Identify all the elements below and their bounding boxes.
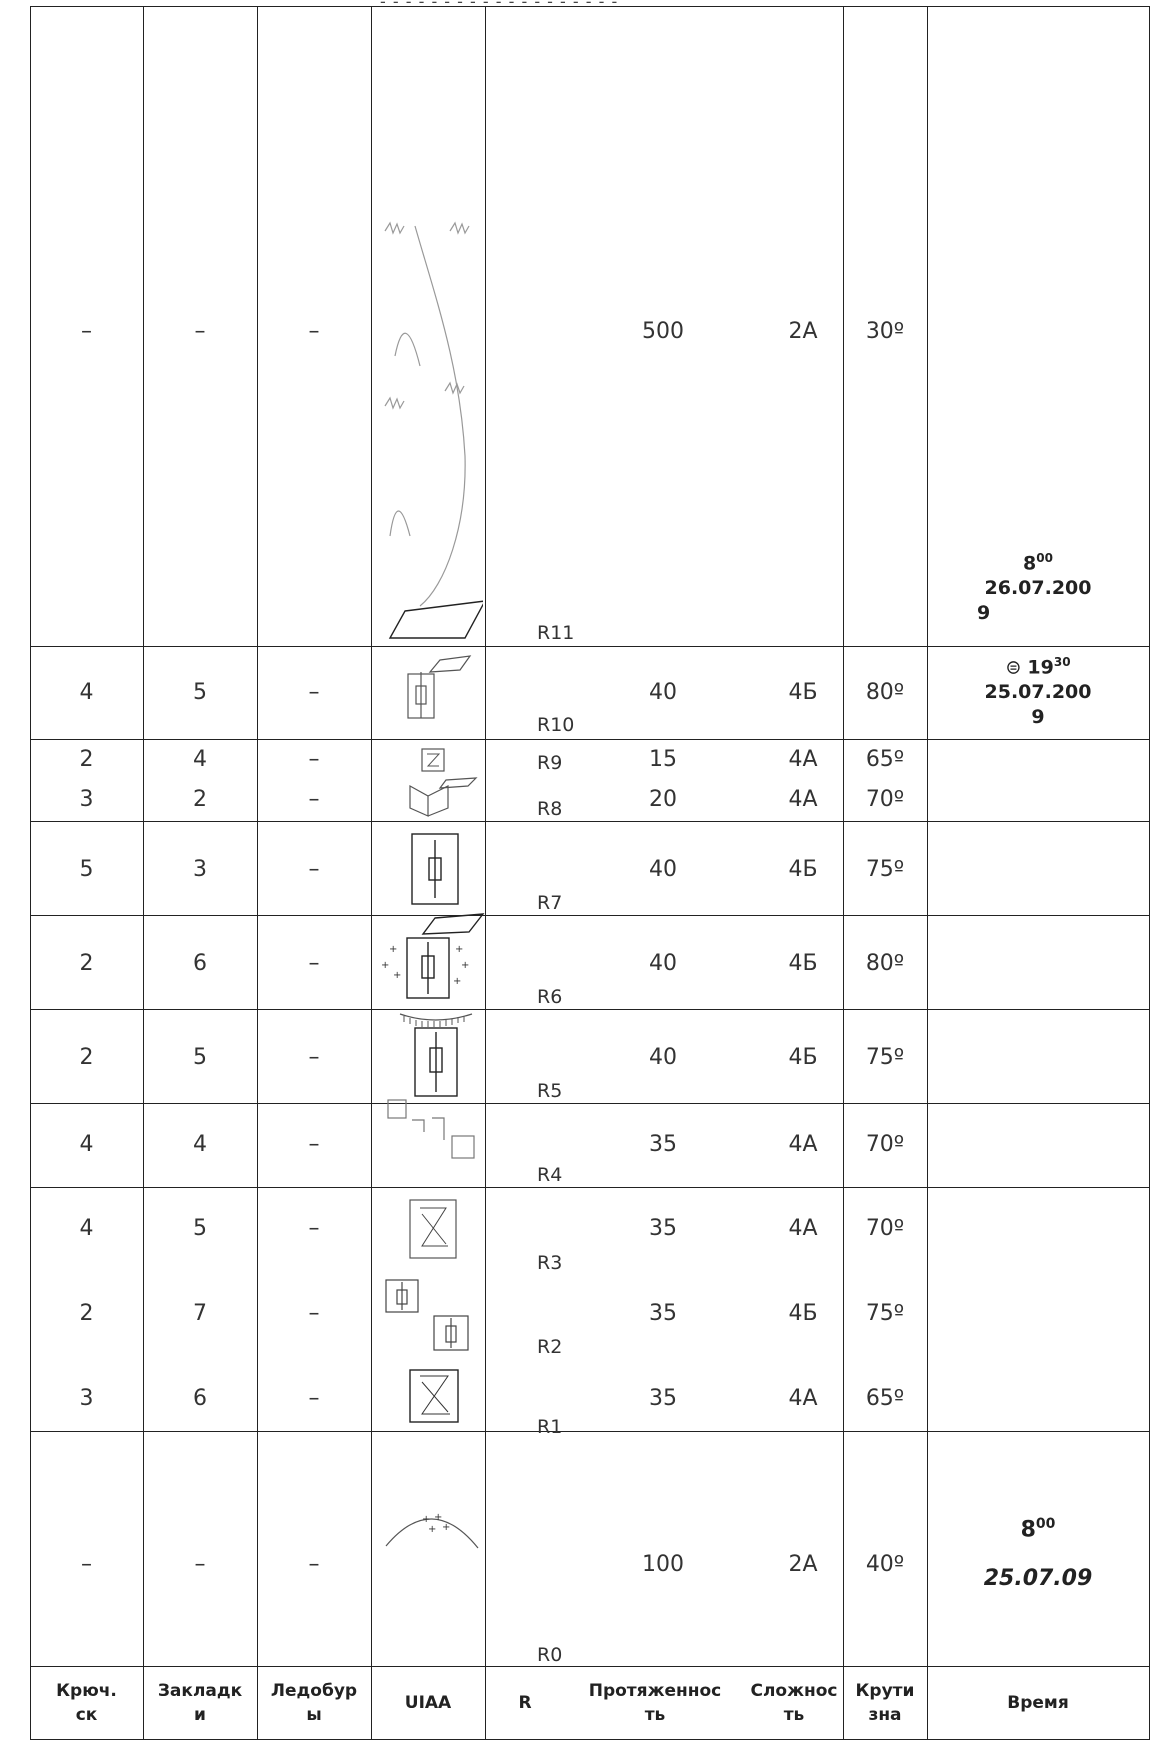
- cell-difficulty: 4Б: [788, 857, 818, 882]
- grid-line: [30, 1187, 1150, 1188]
- cell-hooks: 2: [79, 1301, 94, 1326]
- cell-icescrews: –: [308, 1132, 320, 1157]
- cell-steepness: 80º: [865, 951, 905, 976]
- route-table: [30, 6, 1150, 1740]
- cell-steepness: 70º: [865, 1132, 905, 1157]
- hourglass-wall-icon: [402, 1194, 466, 1264]
- svg-text:+: +: [422, 1514, 431, 1525]
- cell-length: 500: [642, 319, 684, 344]
- cell-length: 100: [642, 1552, 684, 1577]
- cell-hooks: 5: [79, 857, 94, 882]
- cell-length: 40: [649, 680, 677, 705]
- grid-line: [927, 6, 928, 1740]
- cell-r: R11: [537, 622, 575, 644]
- cell-r: R10: [537, 714, 575, 736]
- cell-r: R4: [537, 1164, 563, 1186]
- cell-hooks: –: [81, 319, 92, 344]
- cell-icescrews: –: [308, 1045, 320, 1070]
- cell-hooks: 3: [79, 787, 94, 812]
- cell-r: R6: [537, 986, 563, 1008]
- cell-bookmarks: 6: [193, 1386, 207, 1411]
- svg-text:+: +: [461, 960, 470, 971]
- cell-steepness: 65º: [865, 747, 905, 772]
- cell-hooks: 2: [79, 1045, 94, 1070]
- grid-line: [30, 646, 1150, 647]
- time-arrival: $8^{00}$ 26.07.200 9: [977, 551, 1092, 625]
- svg-text:+: +: [393, 970, 402, 981]
- grid-line: [30, 1431, 1150, 1432]
- cell-difficulty: 4Б: [788, 1045, 818, 1070]
- cell-r: R7: [537, 892, 563, 914]
- cell-length: 20: [649, 787, 677, 812]
- cell-bookmarks: 5: [193, 1216, 207, 1241]
- cell-bookmarks: –: [194, 319, 206, 344]
- cell-length: 35: [649, 1216, 677, 1241]
- header-steepness: Крути зна: [855, 1681, 915, 1725]
- cell-icescrews: –: [308, 787, 320, 812]
- grid-line: [30, 1103, 1150, 1104]
- cell-steepness: 40º: [865, 1552, 905, 1577]
- cell-icescrews: –: [308, 319, 320, 344]
- cell-bookmarks: 5: [193, 680, 207, 705]
- cell-r: R2: [537, 1336, 563, 1358]
- cell-hooks: –: [81, 1552, 92, 1577]
- header-hooks: Крюч. ск: [56, 1681, 117, 1725]
- cell-difficulty: 4Б: [788, 680, 818, 705]
- cell-hooks: 4: [79, 1216, 94, 1241]
- cell-difficulty: 4А: [788, 1132, 818, 1157]
- rock-corner-icon: [400, 652, 480, 732]
- cell-icescrews: –: [308, 1301, 320, 1326]
- cell-length: 40: [649, 1045, 677, 1070]
- cell-icescrews: –: [308, 951, 320, 976]
- cell-steepness: 75º: [865, 857, 905, 882]
- cell-difficulty: 4А: [788, 787, 818, 812]
- blocks-icon: [382, 1092, 482, 1182]
- header-uiaa: UIAA: [404, 1693, 452, 1713]
- grid-line: [30, 6, 1150, 7]
- cell-r: R8: [537, 798, 563, 820]
- cell-steepness: 75º: [865, 1045, 905, 1070]
- cell-steepness: 65º: [865, 1386, 905, 1411]
- cell-difficulty: 4А: [788, 1386, 818, 1411]
- cell-length: 35: [649, 1386, 677, 1411]
- svg-text:+: +: [442, 1522, 451, 1533]
- cell-bookmarks: 4: [193, 747, 207, 772]
- grid-line: [1149, 6, 1150, 1740]
- cell-difficulty: 4Б: [788, 1301, 818, 1326]
- cell-icescrews: –: [308, 857, 320, 882]
- cell-r: R3: [537, 1252, 563, 1274]
- cell-bookmarks: 2: [193, 787, 207, 812]
- grid-line: [30, 915, 1150, 916]
- rock-wall-icon: [400, 826, 470, 910]
- cell-hooks: 2: [79, 951, 94, 976]
- svg-text:+: +: [453, 976, 462, 987]
- cell-length: 15: [649, 747, 677, 772]
- svg-text:+: +: [389, 944, 398, 955]
- icefall-wall-icon: [390, 1004, 480, 1104]
- cell-r: R0: [537, 1644, 563, 1666]
- cell-bookmarks: 3: [193, 857, 207, 882]
- cell-bookmarks: 5: [193, 1045, 207, 1070]
- header-icescrews: Ледобур ы: [270, 1681, 358, 1725]
- cell-hooks: 4: [79, 680, 94, 705]
- bivouac-icon: ⊜: [1005, 656, 1028, 679]
- cell-length: 40: [649, 951, 677, 976]
- header-bookmarks: Закладк и: [157, 1681, 243, 1725]
- time-start: $8^{00}$ 25.07.09: [983, 1516, 1093, 1592]
- cell-length: 40: [649, 857, 677, 882]
- cell-length: 35: [649, 1301, 677, 1326]
- cornice-scree-icon: [375, 206, 483, 646]
- cell-difficulty: 4А: [788, 747, 818, 772]
- cell-bookmarks: 6: [193, 951, 207, 976]
- cell-r: R5: [537, 1080, 563, 1102]
- cell-icescrews: –: [308, 747, 320, 772]
- svg-text:+: +: [381, 960, 390, 971]
- grid-line: [30, 1666, 1150, 1667]
- x-slab-icon: [420, 746, 446, 774]
- cell-icescrews: –: [308, 1552, 320, 1577]
- grid-line: [371, 6, 372, 1740]
- cell-bookmarks: 7: [193, 1301, 207, 1326]
- grid-line: [30, 1009, 1150, 1010]
- cell-r: R1: [537, 1416, 563, 1438]
- header-difficulty: Сложнос ть: [750, 1681, 838, 1725]
- header-length: Протяженнос ть: [588, 1681, 722, 1725]
- top-caption: - - - - - - - - - - - - - - - - - - -: [380, 0, 619, 11]
- cell-length: 35: [649, 1132, 677, 1157]
- cell-hooks: 3: [79, 1386, 94, 1411]
- hourglass-wall-icon: [402, 1366, 466, 1428]
- svg-text:+: +: [428, 1524, 437, 1535]
- grid-line: [485, 6, 486, 1740]
- time-bivouac: ⊜ $19^{30}$ 25.07.200 9: [984, 655, 1092, 729]
- snow-dome-icon: [382, 1496, 482, 1556]
- header-r: R: [518, 1693, 532, 1713]
- cell-steepness: 70º: [865, 787, 905, 812]
- cell-hooks: 4: [79, 1132, 94, 1157]
- cell-difficulty: 2А: [788, 1552, 818, 1577]
- cell-icescrews: –: [308, 1386, 320, 1411]
- cell-steepness: 70º: [865, 1216, 905, 1241]
- cell-bookmarks: –: [194, 1552, 206, 1577]
- grid-line: [30, 739, 1150, 740]
- cell-icescrews: –: [308, 680, 320, 705]
- cell-steepness: 75º: [865, 1301, 905, 1326]
- cell-r: R9: [537, 752, 563, 774]
- cell-difficulty: 2А: [788, 319, 818, 344]
- cell-difficulty: 4А: [788, 1216, 818, 1241]
- cell-steepness: 80º: [865, 680, 905, 705]
- double-wall-icon: [382, 1276, 482, 1356]
- cell-difficulty: 4Б: [788, 951, 818, 976]
- svg-text:+: +: [434, 1512, 443, 1523]
- open-book-icon: [402, 776, 482, 818]
- grid-line: [30, 821, 1150, 822]
- header-time: Время: [1007, 1693, 1069, 1713]
- cell-steepness: 30º: [865, 319, 905, 344]
- cell-hooks: 2: [79, 747, 94, 772]
- cell-bookmarks: 4: [193, 1132, 207, 1157]
- snowy-wall-icon: [377, 910, 485, 1010]
- cell-icescrews: –: [308, 1216, 320, 1241]
- grid-line: [30, 1739, 1150, 1740]
- svg-text:+: +: [455, 944, 464, 955]
